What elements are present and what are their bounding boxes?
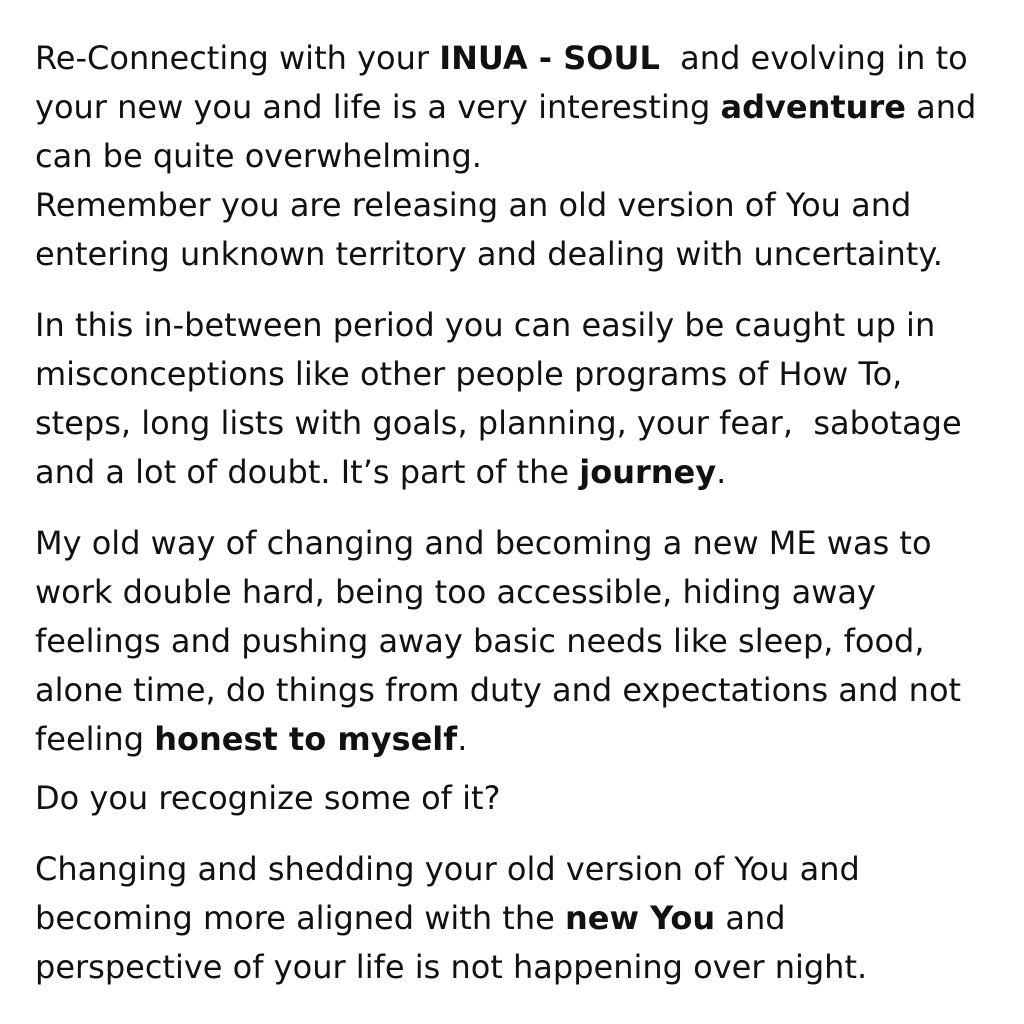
text-run: Re-Connecting with your [35, 39, 440, 77]
bold-journey: journey [579, 453, 717, 491]
text-run: feeling [35, 720, 155, 758]
bold-new-you: new You [564, 899, 716, 937]
paragraph-gap [35, 497, 1010, 519]
paragraph-gap [35, 764, 1010, 774]
text-run: and [905, 88, 977, 126]
text-line: perspective of your life is not happening over night. [35, 948, 868, 986]
paragraph-shedding [35, 845, 1010, 992]
text-document [35, 34, 1010, 992]
text-line [35, 448, 1010, 497]
bold-adventure: adventure [720, 88, 906, 126]
text-run: and evolving in to [659, 39, 968, 77]
text-line: work double hard, being too accessible, hiding away [35, 573, 876, 611]
text-line: steps, long lists with goals, planning, your fear, sabotage [35, 404, 962, 442]
text-line: misconceptions like other people programs of How To, [35, 355, 903, 393]
paragraph-in-between-period [35, 301, 1010, 497]
text-line: Remember you are releasing an old version of You and [35, 186, 912, 224]
text-line: Do you recognize some of it? [35, 779, 501, 817]
text-line: feelings and pushing away basic needs like sleep, food, [35, 622, 925, 660]
text-run: . [457, 720, 468, 758]
text-line [35, 83, 1010, 132]
text-run: your new you and life is a very interesting [35, 88, 721, 126]
paragraph-gap [35, 823, 1010, 845]
bold-inua-soul: INUA - SOUL [439, 39, 660, 77]
text-run: becoming more aligned with the [35, 899, 565, 937]
text-line: My old way of changing and becoming a new ME was to [35, 524, 932, 562]
text-line: alone time, do things from duty and expectations and not [35, 671, 962, 709]
bold-honest-to-myself: honest to myself [154, 720, 458, 758]
text-run: . [716, 453, 727, 491]
paragraph-old-way [35, 519, 1010, 764]
text-line [35, 34, 1010, 83]
text-line: Changing and shedding your old version of You and [35, 850, 860, 888]
text-line: In this in-between period you can easily be caught up in [35, 306, 936, 344]
text-run: and [715, 899, 786, 937]
text-line [35, 894, 1010, 943]
paragraph-question [35, 774, 1010, 823]
text-run: and a lot of doubt. It’s part of the [35, 453, 580, 491]
paragraph-gap [35, 279, 1010, 301]
text-line [35, 715, 1010, 764]
paragraph-inua-soul [35, 34, 1010, 279]
text-line: entering unknown territory and dealing with uncertainty. [35, 235, 943, 273]
text-line: can be quite overwhelming. [35, 137, 482, 175]
